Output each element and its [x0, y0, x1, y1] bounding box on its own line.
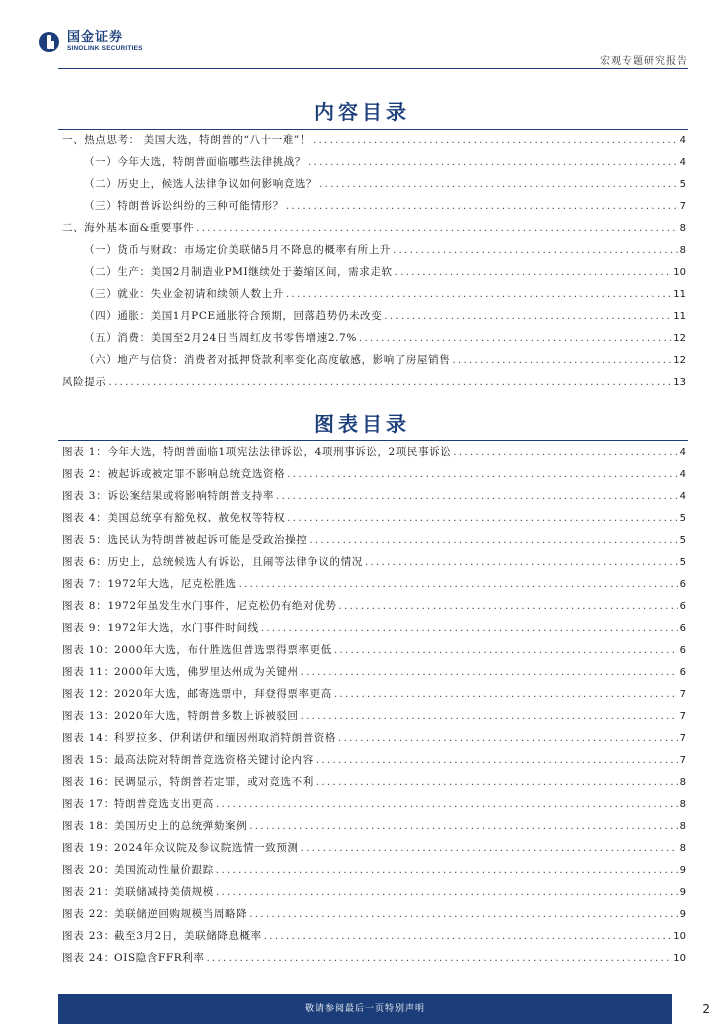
toc-leader — [276, 487, 678, 505]
figure-entry-page: 6 — [679, 645, 686, 656]
figure-entry-page: 8 — [679, 821, 686, 832]
toc-entry-label: （二）生产：美国2月制造业PMI继续处于萎缩区间，需求走软 — [84, 266, 393, 278]
toc-entry-page: 4 — [679, 135, 686, 146]
page-header — [0, 0, 724, 70]
figure-entry-page: 6 — [679, 623, 686, 634]
toc-entry[interactable] — [84, 285, 686, 303]
figure-entry-label: 1972年大选，水门事件时间线 — [107, 622, 259, 634]
figure-entry-number: 图表 16： — [62, 776, 115, 788]
toc-leader — [452, 351, 671, 369]
toc-entry-page: 10 — [673, 267, 686, 278]
toc-entry-page: 13 — [673, 377, 686, 388]
toc-leader — [301, 707, 678, 725]
figure-entry-label: 美国总统享有豁免权、赦免权等特权 — [107, 512, 286, 524]
toc-entry[interactable] — [62, 131, 686, 149]
toc-leader — [196, 219, 678, 237]
toc-leader — [301, 663, 678, 681]
toc-entry-label: （一）今年大选，特朗普面临哪些法律挑战？ — [84, 156, 306, 168]
toc-leader — [286, 197, 678, 215]
toc-leader — [393, 241, 678, 259]
figure-entry[interactable] — [62, 465, 686, 483]
figure-entry-page: 6 — [679, 667, 686, 678]
toc-entry-label: （三）就业：失业金初请和续领人数上升 — [84, 288, 284, 300]
figure-entry-number: 图表 23： — [62, 930, 115, 942]
figure-entry-label: 美联储逆回购规模当周略降 — [114, 908, 248, 920]
toc-leader — [359, 329, 671, 347]
figure-entry-page: 7 — [679, 689, 686, 700]
figure-entry-label: 美国历史上的总统弹劾案例 — [114, 820, 248, 832]
logo-chinese-name: 国金证券 — [67, 30, 124, 45]
figure-entry-number: 图表 22： — [62, 908, 115, 920]
toc-leader — [287, 465, 677, 483]
toc-entry[interactable] — [84, 351, 686, 369]
toc-leader — [453, 443, 677, 461]
toc-leader — [301, 839, 678, 857]
figure-entry-number: 图表 9： — [62, 622, 108, 634]
figure-entry[interactable] — [62, 927, 686, 945]
toc-leader — [395, 263, 672, 281]
figure-entry-label: OIS隐含FFR利率 — [114, 952, 205, 964]
disclaimer-link[interactable]: 敬请参阅最后一页特别声明 — [304, 1004, 425, 1014]
figure-entry-page: 7 — [679, 755, 686, 766]
toc-leader — [108, 373, 671, 391]
figure-entry-number: 图表 13： — [62, 710, 115, 722]
toc-leader — [338, 729, 678, 747]
toc-entry[interactable] — [84, 329, 686, 347]
figure-entry[interactable] — [62, 795, 686, 813]
figure-entry-page: 9 — [679, 887, 686, 898]
figure-entry-page: 9 — [679, 865, 686, 876]
figure-entry-label: 被起诉或被定罪不影响总统竞选资格 — [107, 468, 286, 480]
figure-entry[interactable] — [62, 641, 686, 659]
toc-entry-label: 二、海外基本面&重要事件 — [62, 222, 195, 234]
figure-entry-label: 选民认为特朗普被起诉可能是受政治操控 — [107, 534, 308, 546]
toc-leader — [239, 575, 678, 593]
figure-entry-label: 2020年大选，特朗普多数上诉被驳回 — [114, 710, 299, 722]
figure-entry-number: 图表 14： — [62, 732, 115, 744]
figure-entry-label: 历史上，总统候选人有诉讼，且闹等法律争议的情况 — [107, 556, 363, 568]
toc-entry[interactable] — [84, 197, 686, 215]
toc-entry[interactable] — [84, 307, 686, 325]
figure-entry-label: 2000年大选，布什胜选但普选票得票率更低 — [114, 644, 332, 656]
toc-entry-label: 风险提示 — [62, 376, 107, 388]
toc-leader — [313, 131, 678, 149]
toc-leader — [338, 597, 677, 615]
figure-entry[interactable] — [62, 663, 686, 681]
figure-entry[interactable] — [62, 905, 686, 923]
toc-entry-label: （四）通胀：美国1月PCE通胀符合预期，回落趋势仍未改变 — [84, 310, 383, 322]
figure-entry-page: 10 — [673, 953, 686, 964]
toc-entry-page: 8 — [679, 223, 686, 234]
brand-logo — [38, 30, 143, 53]
figure-entry-label: 2000年大选，佛罗里达州成为关键州 — [114, 666, 299, 678]
toc-entry[interactable] — [62, 373, 686, 391]
figure-entry-number: 图表 24： — [62, 952, 115, 964]
toc-leader — [261, 619, 678, 637]
figure-entry-label: 美联储减持美债规模 — [114, 886, 214, 898]
figure-entry-page: 4 — [679, 491, 686, 502]
figure-entry-label: 截至3月2日，美联储降息概率 — [114, 930, 262, 942]
toc-leader — [249, 905, 677, 923]
figure-entry-page: 4 — [679, 447, 686, 458]
toc-leader — [308, 153, 678, 171]
figure-entry[interactable] — [62, 509, 686, 527]
toc-entry-page: 8 — [679, 245, 686, 256]
figure-entry[interactable] — [62, 839, 686, 857]
page-number: 2 — [702, 1002, 710, 1016]
toc-leader — [206, 949, 671, 967]
figure-entry[interactable] — [62, 729, 686, 747]
figure-entry-number: 图表 7： — [62, 578, 108, 590]
figure-entry[interactable] — [62, 883, 686, 901]
figure-entry-number: 图表 17： — [62, 798, 115, 810]
figure-entry-number: 图表 6： — [62, 556, 108, 568]
toc-leader — [216, 883, 678, 901]
toc-leader — [316, 773, 678, 791]
figure-entry-number: 图表 1： — [62, 446, 108, 458]
figure-entry-number: 图表 10： — [62, 644, 115, 656]
toc-entry-page: 12 — [673, 355, 686, 366]
figure-entry-number: 图表 5： — [62, 534, 108, 546]
figure-entry-page: 5 — [679, 513, 686, 524]
figure-entry-label: 1972年虽发生水门事件，尼克松仍有绝对优势 — [107, 600, 337, 612]
contents-title-divider — [58, 129, 688, 130]
figure-entry[interactable] — [62, 707, 686, 725]
figure-entry-number: 图表 8： — [62, 600, 108, 612]
contents-title: 内容目录 — [314, 100, 410, 124]
toc-entry[interactable] — [84, 153, 686, 171]
figure-entry-number: 图表 18： — [62, 820, 115, 832]
toc-leader — [286, 285, 671, 303]
toc-entry-page: 12 — [673, 333, 686, 344]
toc-entry-page: 5 — [679, 179, 686, 190]
figure-entry-label: 特朗普竞选支出更高 — [114, 798, 214, 810]
figure-entry-number: 图表 3： — [62, 490, 108, 502]
figure-entry-label: 2024年众议院及参议院选情一致预测 — [114, 842, 299, 854]
toc-entry-label: 一、热点思考： 美国大选，特朗普的“八十一难”！ — [62, 134, 311, 146]
figures-title: 图表目录 — [314, 412, 410, 436]
figure-entry-label: 2020年大选，邮寄选票中，拜登得票率更高 — [114, 688, 332, 700]
figure-entry-page: 5 — [679, 535, 686, 546]
figure-entry[interactable] — [62, 531, 686, 549]
toc-leader — [384, 307, 671, 325]
figure-entry-number: 图表 11： — [62, 666, 115, 678]
figure-entry[interactable] — [62, 619, 686, 637]
figure-entry-number: 图表 12： — [62, 688, 115, 700]
toc-entry-label: （一）货币与财政：市场定价美联储5月不降息的概率有所上升 — [84, 244, 391, 256]
figure-entry[interactable] — [62, 597, 686, 615]
toc-entry[interactable] — [84, 263, 686, 281]
figure-entry-label: 民调显示，特朗普若定罪，或对竞选不利 — [114, 776, 314, 788]
figure-entry-page: 9 — [679, 909, 686, 920]
figure-entry[interactable] — [62, 773, 686, 791]
sinolink-logo-icon — [38, 31, 62, 53]
figure-entry[interactable] — [62, 575, 686, 593]
toc-leader — [216, 861, 678, 879]
figure-entry[interactable] — [62, 553, 686, 571]
figure-entry[interactable] — [62, 817, 686, 835]
figure-entry-number: 图表 4： — [62, 512, 108, 524]
report-type: 宏观专题研究报告 — [600, 56, 688, 67]
figure-entry-number: 图表 2： — [62, 468, 108, 480]
figure-entry-number: 图表 19： — [62, 842, 115, 854]
toc-entry-page: 4 — [679, 157, 686, 168]
figure-entry-label: 美国流动性量价跟踪 — [114, 864, 214, 876]
toc-entry-page: 7 — [679, 201, 686, 212]
figures-title-divider — [58, 440, 688, 441]
figure-entry-number: 图表 20： — [62, 864, 115, 876]
toc-entry-label: （三）特朗普诉讼纠纷的三种可能情形？ — [84, 200, 284, 212]
toc-leader — [316, 751, 678, 769]
toc-entry-page: 11 — [673, 289, 686, 300]
figure-entry[interactable] — [62, 861, 686, 879]
page-footer — [0, 994, 724, 1024]
toc-leader — [249, 817, 677, 835]
figure-entry-page: 8 — [679, 799, 686, 810]
header-divider — [58, 68, 688, 69]
figure-entry-label: 科罗拉多、伊利诺伊和缅因州取消特朗普资格 — [114, 732, 336, 744]
toc-entry[interactable] — [62, 219, 686, 237]
toc-leader — [264, 927, 672, 945]
toc-leader — [319, 175, 678, 193]
figure-entry[interactable] — [62, 685, 686, 703]
figure-entry-page: 6 — [679, 579, 686, 590]
figure-entry-number: 图表 21： — [62, 886, 115, 898]
figure-entry-page: 8 — [679, 843, 686, 854]
figure-entry-page: 5 — [679, 557, 686, 568]
figure-entry-page: 7 — [679, 711, 686, 722]
figure-entry[interactable] — [62, 751, 686, 769]
figure-entry[interactable] — [62, 949, 686, 967]
figure-entry-label: 1972年大选，尼克松胜选 — [107, 578, 237, 590]
figure-entry-page: 4 — [679, 469, 686, 480]
figure-entry-label: 诉讼案结果或将影响特朗普支持率 — [107, 490, 275, 502]
logo-english-name: SINOLINK SECURITIES — [67, 45, 143, 52]
figure-entry-page: 10 — [673, 931, 686, 942]
toc-entry[interactable] — [84, 175, 686, 193]
toc-leader — [287, 509, 677, 527]
toc-entry-page: 11 — [673, 311, 686, 322]
toc-leader — [334, 685, 678, 703]
toc-entry-label: （二）历史上，候选人法律争议如何影响竞选？ — [84, 178, 318, 190]
toc-entry-label: （五）消费：美国至2月24日当周红皮书零售增速2.7% — [84, 332, 357, 344]
toc-leader — [309, 531, 677, 549]
figure-entry-number: 图表 15： — [62, 754, 115, 766]
figure-entry[interactable] — [62, 487, 686, 505]
toc-leader — [216, 795, 678, 813]
figure-entry-label: 今年大选，特朗普面临1项宪法法律诉讼，4项刑事诉讼，2项民事诉讼 — [107, 446, 452, 458]
toc-entry-label: （六）地产与信贷：消费者对抵押贷款利率变化高度敏感，影响了房屋销售 — [84, 354, 451, 366]
toc-leader — [334, 641, 678, 659]
figure-entry[interactable] — [62, 443, 686, 461]
figure-entry-page: 7 — [679, 733, 686, 744]
toc-leader — [365, 553, 678, 571]
figure-entry-page: 8 — [679, 777, 686, 788]
figure-entry-page: 6 — [679, 601, 686, 612]
figure-entry-label: 最高法院对特朗普竞选资格关键讨论内容 — [114, 754, 314, 766]
toc-entry[interactable] — [84, 241, 686, 259]
